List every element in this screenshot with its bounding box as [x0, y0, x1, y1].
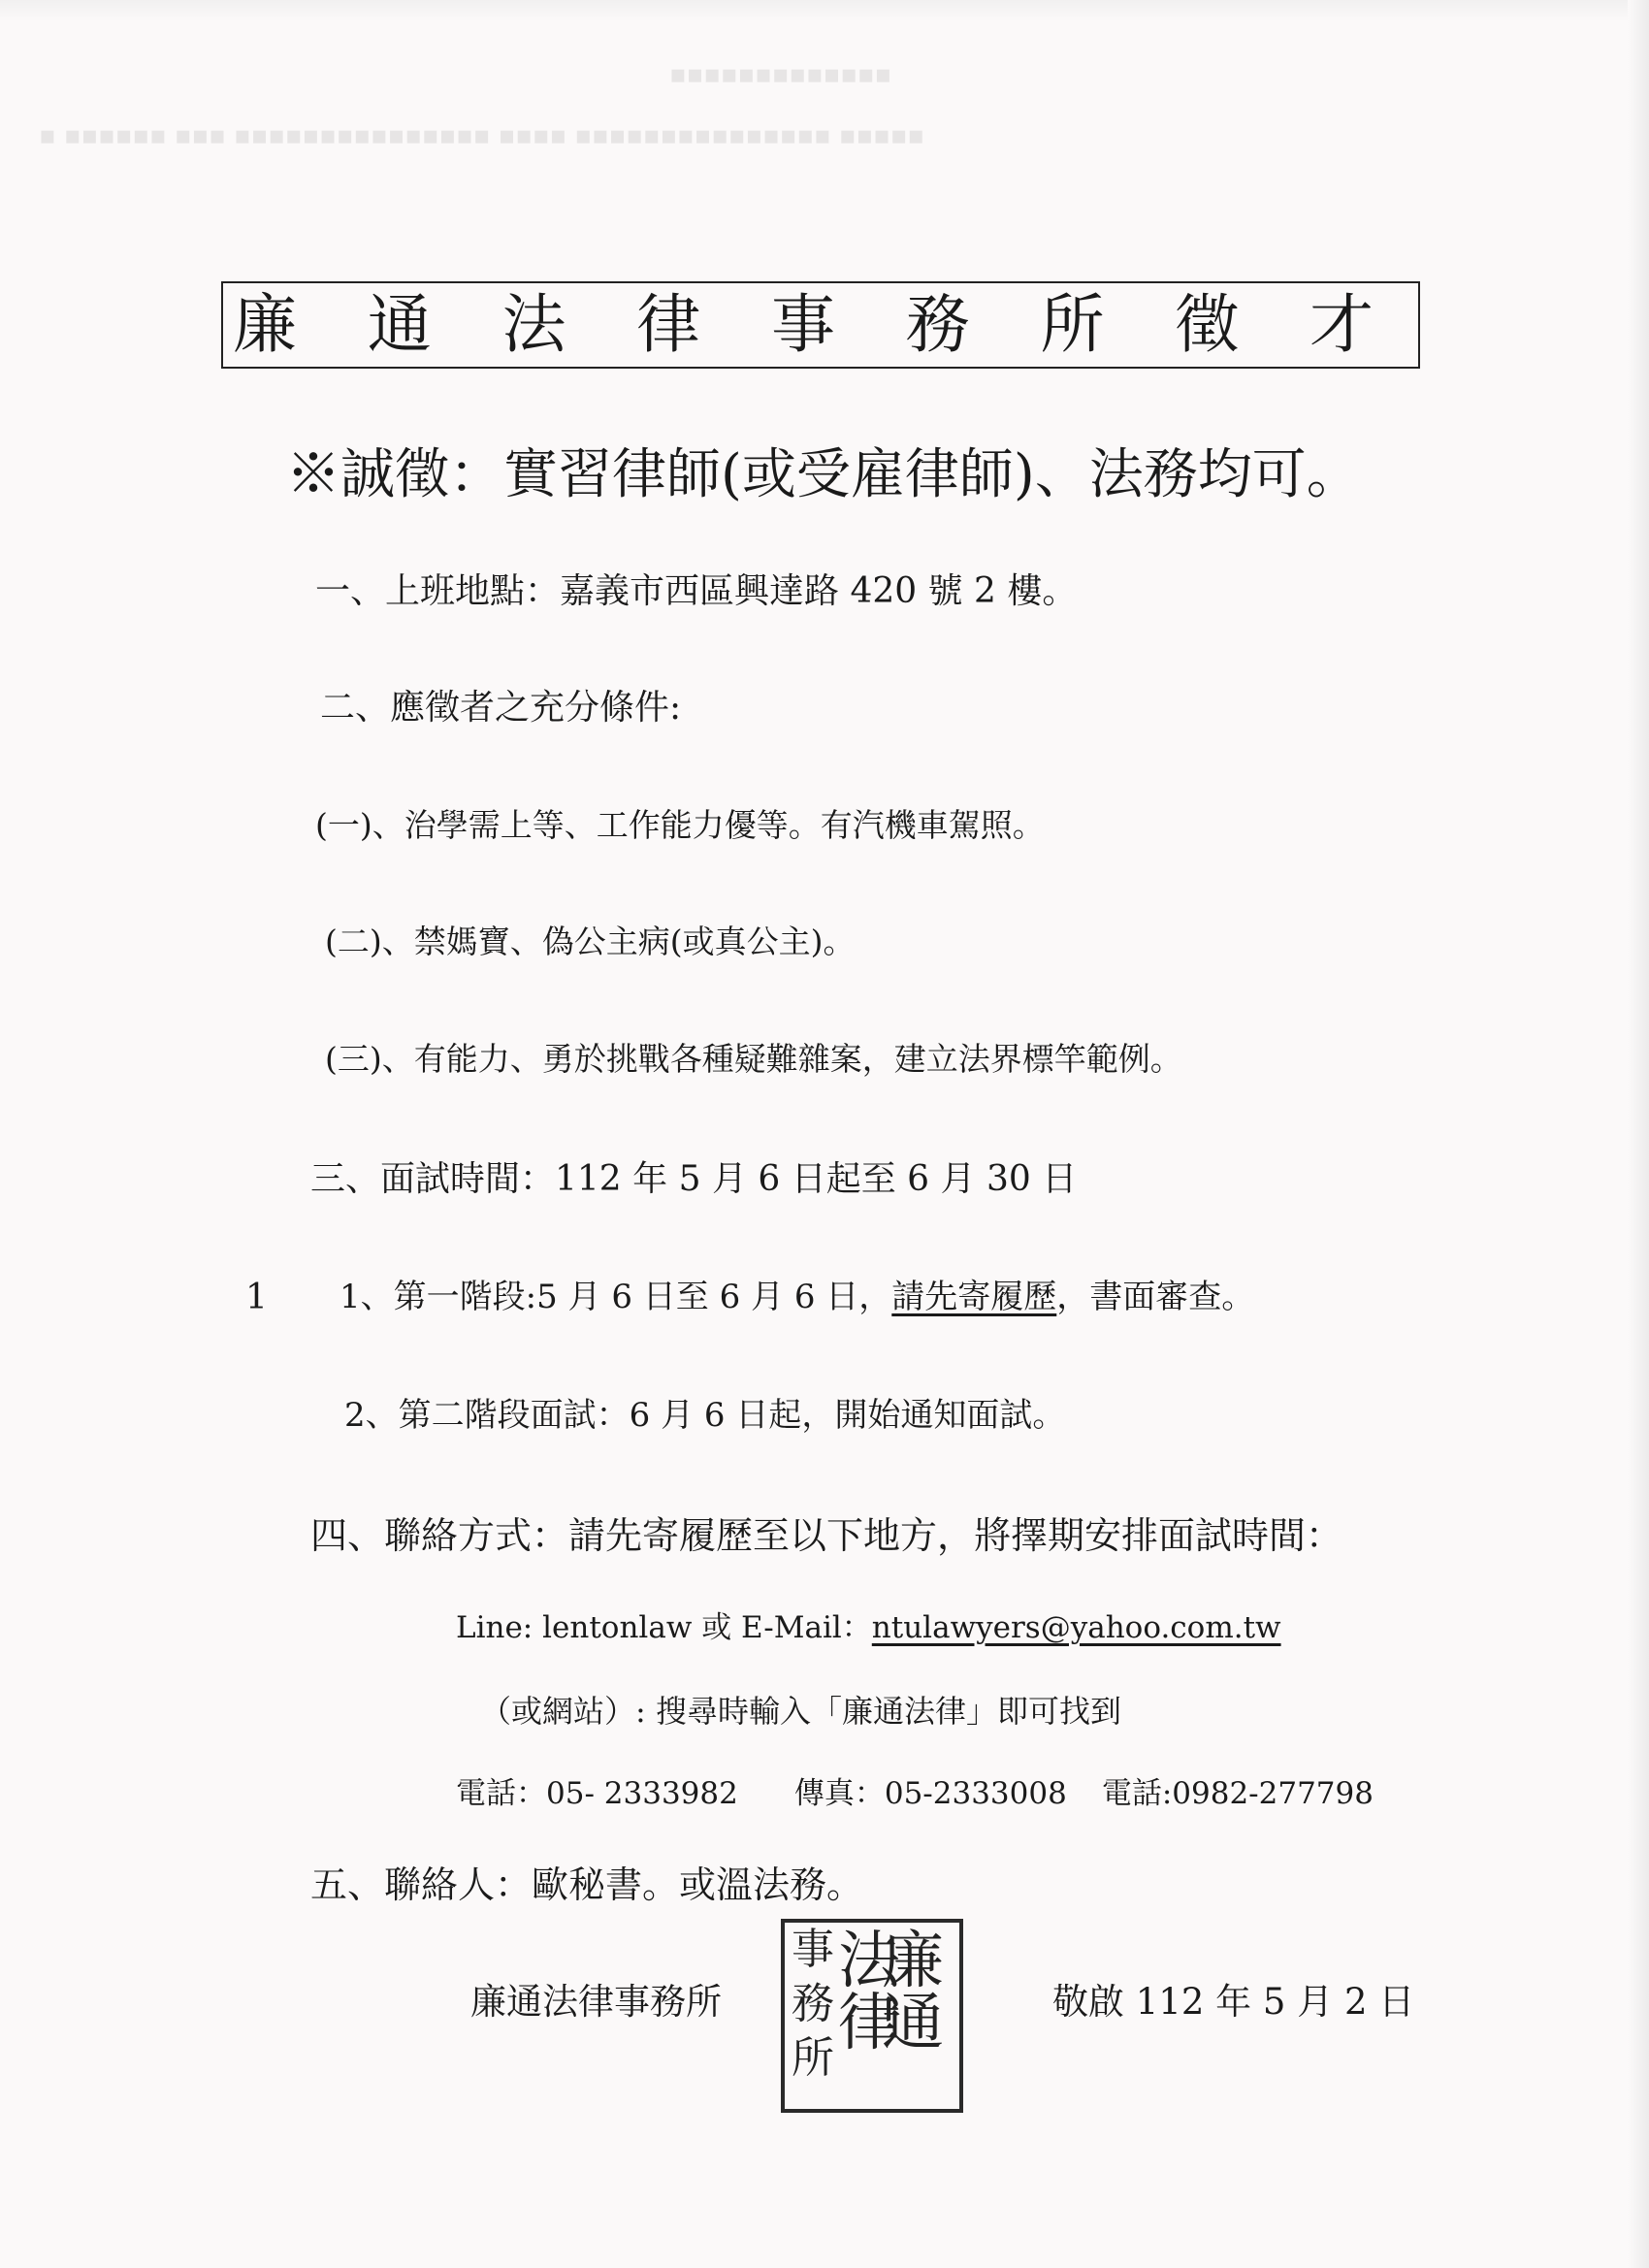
title-char: 通 [367, 287, 432, 362]
company-seal [781, 1919, 963, 2113]
seal-char: 所 [792, 2033, 834, 2083]
signature-left: 廉通法律事務所 [470, 1981, 722, 2023]
title-char: 才 [1310, 287, 1374, 362]
title-char: 律 [636, 287, 701, 362]
item-location: 一、上班地點：嘉義市西區興達路 420 號 2 樓。 [315, 571, 1078, 611]
contact-line [456, 1610, 1281, 1645]
website-line: （或網站）: 搜尋時輸入「廉通法律」即可找到 [480, 1693, 1121, 1730]
stage-1-text: 1、第一階段:5 月 6 日至 6 月 6 日， [340, 1278, 892, 1316]
line-id: Line: lentonlaw 或 E-Mail： [456, 1610, 872, 1645]
condition-2: (二)、禁媽寶、偽公主病(或真公主)。 [325, 923, 856, 960]
title-char: 事 [771, 287, 835, 362]
title-char: 法 [501, 287, 566, 362]
title-char: 務 [905, 287, 970, 362]
stage-2: 2、第二階段面試：6 月 6 日起，開始通知面試。 [344, 1396, 1066, 1435]
mobile: 電話:0982-277798 [1101, 1776, 1374, 1811]
stage-1-underlined: 請先寄履歷 [891, 1278, 1057, 1316]
stage-1-text-end: ，書面審查。 [1056, 1278, 1255, 1316]
item-contact-person: 五、聯絡人：歐秘書。或溫法務。 [310, 1863, 864, 1906]
seal-char: 通 [882, 1988, 944, 2059]
item-interview-period: 三、面試時間：112 年 5 月 6 日起至 6 月 30 日 [310, 1159, 1078, 1199]
bleed-through-text: ▪ ▪▪▪▪▪▪ ▪▪▪ ▪▪▪▪▪▪▪▪▪▪▪▪▪▪▪ ▪▪▪▪ ▪▪▪▪▪▪▪▪▪▪▪▪▪▪▪ ▪▪▪▪▪ [39, 121, 925, 150]
condition-1: (一)、治學需上等、工作能力優等。有汽機車駕照。 [315, 806, 1045, 844]
item-requirements: 二、應徵者之充分條件: [320, 688, 682, 728]
signature-right: 敬啟 112 年 5 月 2 日 [1052, 1981, 1415, 2023]
seal-char: 務 [792, 1979, 834, 2028]
title-box [221, 281, 1420, 369]
bleed-through-text: ▪▪▪▪▪▪▪▪▪▪▪▪▪ [669, 60, 892, 89]
seal-col-left [779, 1925, 847, 2091]
title-char: 廉 [233, 287, 297, 362]
item-contact: 四、聯絡方式：請先寄履歷至以下地方，將擇期安排面試時間： [310, 1514, 1343, 1557]
seal-char: 法 [838, 1926, 900, 1997]
seal-char: 廉 [882, 1926, 944, 1997]
seal-char: 事 [792, 1925, 834, 1974]
fax: 傳真：05-2333008 [793, 1776, 1067, 1811]
title-char: 所 [1040, 287, 1105, 362]
email-link[interactable]: ntulawyers@yahoo.com.tw [871, 1610, 1281, 1645]
headline: ※誠徵：實習律師(或受雇律師)、法務均可。 [286, 443, 1361, 506]
condition-3: (三)、有能力、勇於挑戰各種疑難雜案，建立法界標竿範例。 [325, 1040, 1182, 1078]
phone-line [456, 1776, 1374, 1811]
margin-number: 1 [245, 1278, 268, 1317]
stage-1 [340, 1278, 1255, 1316]
tel: 電話：05- 2333982 [456, 1776, 738, 1811]
title-char: 徵 [1175, 287, 1240, 362]
seal-char: 律 [838, 1988, 900, 2059]
